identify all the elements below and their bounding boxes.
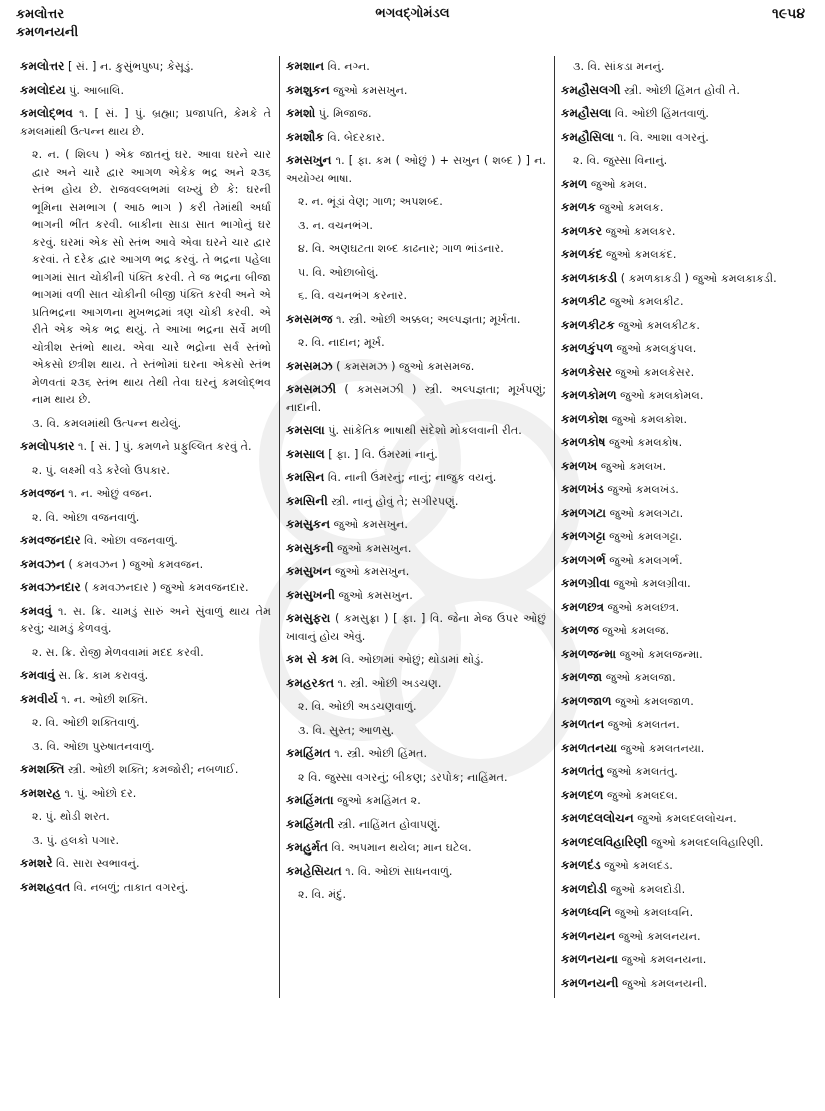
dictionary-entry xyxy=(20,855,271,873)
dictionary-entry xyxy=(286,422,546,440)
entry-headword: કમળકેસર xyxy=(561,364,612,379)
entry-definition: જુઓ કમલધ્વનિ. xyxy=(614,906,694,919)
entry-definition: જુઓ કમલતન. xyxy=(607,718,680,731)
entry-headword: કમળગટ્ટા xyxy=(561,529,606,543)
entry-headword: કમસમજ xyxy=(286,311,333,326)
entry-headword: કમળ xyxy=(561,176,588,191)
entry-definition: સ. ક્રિ. કામ કરાવવું. xyxy=(58,669,149,682)
entry-definition: વિ. ઓછામાં ઓછું; થોડામાં થોડું. xyxy=(341,653,484,666)
entry-headword: કમશૌક xyxy=(286,129,324,144)
dictionary-entry xyxy=(561,740,811,758)
dictionary-entry xyxy=(561,669,811,687)
dictionary-entry xyxy=(561,105,811,123)
dictionary-entry xyxy=(561,505,811,523)
entry-definition: જુઓ કમલદોડી. xyxy=(610,882,686,896)
entry-definition: ૧. વિ. ઓછાં સાધનવાળું. xyxy=(345,864,453,878)
dictionary-sense xyxy=(286,240,546,258)
dictionary-sense xyxy=(20,415,271,433)
entry-headword: કમહિંમત xyxy=(286,746,331,760)
entry-headword: કમવવું xyxy=(20,603,52,618)
entry-definition: ૨. વિ. ઓછી અડચણવાળું. xyxy=(298,700,417,713)
entry-headword: કમવઝનદાર xyxy=(20,580,81,594)
entry-definition: [ સં. ] ન. કુસુંભપુષ્પ; કેસૂડું. xyxy=(67,60,194,73)
dictionary-entry xyxy=(286,58,546,76)
entry-headword: કમળતન xyxy=(561,717,605,731)
entry-definition: જુઓ કમસખુન. xyxy=(335,565,410,578)
entry-headword: કમળગટા xyxy=(561,505,606,520)
dictionary-entry xyxy=(561,787,811,805)
entry-definition: પું. મિજાજ. xyxy=(318,107,372,120)
column-2 xyxy=(279,56,554,998)
entry-definition: ૧. ન. ઓછી શક્તિ. xyxy=(61,692,149,706)
entry-definition: સ્ત્રી. નાહિંમત હોવાપણું. xyxy=(337,817,441,831)
entry-definition: જુઓ કમલનયના. xyxy=(621,953,707,966)
entry-definition: ( કમસુફ્રા ) [ ફા. ] વિ. જેના મેજ ઉપર ઓછું ખાવાનું હોય એવું. xyxy=(286,612,546,643)
dictionary-entry xyxy=(561,552,811,570)
entry-headword: કમળદલલોચન xyxy=(561,811,634,825)
entry-headword: કમળકુંપળ xyxy=(561,341,613,355)
entry-definition: ૨. પું. થોડી શરત. xyxy=(32,810,110,823)
entry-headword: કમસુકન xyxy=(286,517,331,531)
entry-headword: કમળજન્મા xyxy=(561,646,617,661)
entry-definition: ૨. વિ. જુસ્સા વિનાનું. xyxy=(573,154,668,167)
dictionary-columns xyxy=(0,56,825,998)
entry-definition: વિ. બેદરકાર. xyxy=(327,130,385,144)
dictionary-entry xyxy=(286,540,546,558)
entry-definition: જુઓ કમલકોશ. xyxy=(611,412,688,426)
entry-headword: કમહિંમતા xyxy=(286,793,334,807)
entry-definition: ૨. વિ. નાદાન; મૂર્ખ. xyxy=(298,336,385,349)
dictionary-entry xyxy=(561,716,811,734)
dictionary-entry xyxy=(286,610,546,645)
dictionary-entry xyxy=(561,481,811,499)
entry-definition: જુઓ કમલકેસર. xyxy=(615,365,695,379)
column-1 xyxy=(14,56,279,998)
dictionary-entry xyxy=(286,675,546,693)
entry-definition: ૪. વિ. અણઘટતા શબ્દ કાઢનાર; ગાળ ભાંડનાર. xyxy=(298,242,504,255)
dictionary-entry xyxy=(286,863,546,881)
entry-definition: જુઓ કમલકર. xyxy=(605,224,676,238)
dictionary-sense xyxy=(20,832,271,850)
dictionary-sense xyxy=(20,714,271,732)
entry-definition: સ્ત્રી. ઓછી શક્તિ; કમજોરી; નબળાઈ. xyxy=(68,763,239,776)
entry-definition: ૧. સ. ક્રિ. ચામડું સારું અને સુંવાળું થાય તેમ કરવું; ચામડું કેળવવું. xyxy=(20,604,271,635)
dictionary-entry xyxy=(561,293,811,311)
entry-definition: જુઓ કમલજા. xyxy=(605,671,676,684)
entry-headword: કમશાન xyxy=(286,59,325,73)
entry-headword: કમ સે કમ xyxy=(286,652,338,666)
entry-definition: જુઓ કમસખુન. xyxy=(338,588,413,602)
entry-headword: કમળજ xyxy=(561,623,599,637)
entry-headword: કમળદંડ xyxy=(561,858,601,872)
entry-definition: વિ. નબળું; તાકાત વગરનું. xyxy=(73,880,189,894)
entry-definition: ૩. ન. વચનભંગ. xyxy=(298,218,373,232)
page-number: ૧૯૫૪ xyxy=(771,6,805,22)
entry-headword: કમળજાળ xyxy=(561,693,612,708)
entry-headword: કમળગ્રીવા xyxy=(561,576,610,590)
entry-headword: કમસુખન xyxy=(286,564,332,578)
dictionary-entry xyxy=(20,879,271,897)
entry-definition: જુઓ કમલદલલોચન. xyxy=(637,812,737,825)
entry-definition: વિ. નગ્ન. xyxy=(327,60,370,73)
entry-definition: જુઓ કમલજન્મા. xyxy=(619,647,703,661)
dictionary-entry xyxy=(20,691,271,709)
entry-headword: કમહૌસલા xyxy=(561,106,612,120)
dictionary-entry xyxy=(561,622,811,640)
dictionary-entry xyxy=(20,556,271,574)
entry-definition: ૨. વિ. ઓછી શક્તિવાળું. xyxy=(32,716,140,729)
entry-headword: કમશો xyxy=(286,106,316,120)
dictionary-sense xyxy=(286,769,546,787)
entry-definition: ૫. વિ. ઓછાબોલું. xyxy=(298,265,379,279)
entry-definition: સ્ત્રી. ઓછી હિંમત હોવી તે. xyxy=(624,83,740,97)
guide-word-last: કમળનયની xyxy=(16,25,79,40)
entry-definition: જુઓ કમસખુન. xyxy=(333,83,408,97)
entry-definition: સ્ત્રી. નાનું હોવું તે; સગીરપણું. xyxy=(331,494,459,508)
dictionary-entry xyxy=(286,651,546,669)
dictionary-sense xyxy=(286,287,546,305)
entry-headword: કમળગર્ભ xyxy=(561,552,606,567)
dictionary-sense xyxy=(20,146,271,409)
entry-headword: કમવજનદાર xyxy=(20,533,81,547)
dictionary-sense xyxy=(561,58,811,76)
dictionary-entry xyxy=(561,223,811,241)
entry-definition: ૧. ન. ઓછું વજન. xyxy=(68,487,153,500)
entry-definition: ૨. સ. ક્રિ. રોજી મેળવવામાં મદદ કરવી. xyxy=(32,645,204,659)
entry-definition: ૨ વિ. જુસ્સા વગરનું; બીકણ; ડરપોક; નાહિંમત. xyxy=(298,770,508,784)
dictionary-entry xyxy=(20,438,271,456)
entry-definition: જુઓ કમલજ. xyxy=(602,624,669,637)
dictionary-entry xyxy=(286,381,546,416)
entry-headword: કમળક xyxy=(561,200,596,214)
dictionary-entry xyxy=(561,246,811,264)
entry-headword: કમલોદ્ભવ xyxy=(20,106,73,120)
dictionary-entry xyxy=(286,311,546,329)
entry-headword: કમવઝન xyxy=(20,556,65,571)
dictionary-entry xyxy=(20,603,271,638)
entry-definition: વિ. અપમાન થયેલ; માન ઘટેલ. xyxy=(331,841,472,854)
entry-definition: ૩. પું. હલકો પગાર. xyxy=(32,833,120,847)
entry-definition: ૧. સ્ત્રી. ઓછી અક્કલ; અલ્પજ્ઞતા; મૂર્ખતા. xyxy=(336,312,521,326)
entry-definition: ૩. વિ. સાંકડા મનનું. xyxy=(573,60,665,73)
entry-headword: કમહૌસલગી xyxy=(561,82,621,97)
entry-headword: કમશક્તિ xyxy=(20,762,65,776)
entry-definition: ૧. પું. ઓછો દર. xyxy=(64,786,137,800)
entry-definition: જુઓ કમલકીટક. xyxy=(618,318,700,332)
dictionary-entry xyxy=(561,82,811,100)
entry-headword: કમળજા xyxy=(561,670,603,684)
entry-headword: કમળનયના xyxy=(561,952,618,966)
dictionary-entry xyxy=(561,693,811,711)
entry-headword: કમળકોષ xyxy=(561,435,606,449)
entry-headword: કમહરકત xyxy=(286,675,335,690)
entry-headword: કમળકીટક xyxy=(561,317,615,332)
entry-headword: કમળકર xyxy=(561,223,602,238)
entry-definition: ૨. વિ. ઓછા વજનવાળું. xyxy=(32,510,140,524)
entry-headword: કમવાવું xyxy=(20,668,55,682)
entry-headword: કમલોપકાર xyxy=(20,439,75,453)
dictionary-entry xyxy=(561,270,811,288)
entry-headword: કમસુફરા xyxy=(286,611,331,625)
dictionary-entry xyxy=(20,667,271,685)
entry-headword: કમહુર્મત xyxy=(286,840,328,854)
entry-definition: [ ફા. ] વિ. ઉંમરમાં નાનું. xyxy=(328,447,438,461)
dictionary-sense xyxy=(286,722,546,740)
dictionary-entry xyxy=(20,58,271,76)
entry-definition: જુઓ કમલકોષ. xyxy=(609,436,683,449)
entry-definition: જુઓ કમલજાળ. xyxy=(615,694,694,708)
dictionary-entry xyxy=(561,129,811,147)
entry-headword: કમળનયની xyxy=(561,975,619,990)
entry-headword: કમસલા xyxy=(286,423,325,437)
entry-definition: જુઓ કમલખંડ. xyxy=(607,483,679,496)
entry-definition: જુઓ કમલદલવિહારિણી. xyxy=(651,835,764,849)
entry-definition: ( કમસમઝી ) સ્ત્રી. અલ્પજ્ઞતા; મૂર્ખપણું; નાદાની. xyxy=(286,383,547,414)
entry-definition: વિ. સારા સ્વભાવનું. xyxy=(55,857,140,870)
entry-headword: કમલોત્તર xyxy=(20,59,65,73)
entry-definition: ૩. વિ. ઓછા પુરુષાતનવાળું. xyxy=(32,739,155,753)
entry-definition: વિ. ઓછા વજનવાળું. xyxy=(84,534,178,547)
dictionary-sense xyxy=(286,698,546,716)
entry-definition: જુઓ કમલનયની. xyxy=(622,976,708,990)
dictionary-entry xyxy=(561,364,811,382)
entry-headword: કમસિન xyxy=(286,470,325,484)
column-3 xyxy=(554,56,819,998)
dictionary-entry xyxy=(561,599,811,617)
entry-headword: કમહેસિયત xyxy=(286,863,342,878)
entry-headword: કમહૌસિલા xyxy=(561,129,615,144)
entry-definition: જુઓ કમલગટા. xyxy=(609,506,684,520)
guide-word-first: કમલોત્તર xyxy=(16,7,65,22)
dictionary-entry xyxy=(561,810,811,828)
dictionary-entry xyxy=(561,458,811,476)
entry-headword: કમસમઝ xyxy=(286,358,333,373)
entry-definition: જુઓ કમલકીટ. xyxy=(609,295,684,308)
entry-definition: ૧. સ્ત્રી. ઓછી હિંમત. xyxy=(334,747,428,760)
dictionary-entry xyxy=(286,816,546,834)
dictionary-sense xyxy=(20,808,271,826)
dictionary-entry xyxy=(561,881,811,899)
dictionary-entry xyxy=(20,82,271,100)
dictionary-sense xyxy=(561,152,811,170)
entry-headword: કમવજન xyxy=(20,486,65,500)
dictionary-entry xyxy=(561,199,811,217)
entry-definition: ( કમળકાકડી ) જુઓ કમલકાકડી. xyxy=(620,271,777,285)
dictionary-entry xyxy=(286,446,546,464)
dictionary-entry xyxy=(561,387,811,405)
entry-headword: કમળદલવિહારિણી xyxy=(561,834,648,849)
entry-headword: કમવીર્ય xyxy=(20,691,58,706)
dictionary-entry xyxy=(286,82,546,100)
dictionary-entry xyxy=(286,563,546,581)
entry-definition: જુઓ કમલનયન. xyxy=(618,929,701,943)
entry-headword: કમસિની xyxy=(286,493,328,508)
dictionary-entry xyxy=(20,105,271,140)
entry-headword: કમલોદય xyxy=(20,82,66,97)
entry-definition: જુઓ કમસખુન. xyxy=(333,518,408,531)
entry-headword: કમળખંડ xyxy=(561,482,604,496)
dictionary-entry xyxy=(561,904,811,922)
dictionary-entry xyxy=(286,358,546,376)
entry-headword: કમળતંતુ xyxy=(561,764,604,778)
entry-headword: કમળધ્વનિ xyxy=(561,905,612,919)
entry-definition: ( કમવઝનદાર ) જુઓ કમવજનદાર. xyxy=(84,581,249,594)
dictionary-entry xyxy=(561,646,811,664)
dictionary-entry xyxy=(20,761,271,779)
entry-headword: કમળછત્ર xyxy=(561,599,604,614)
dictionary-entry xyxy=(561,834,811,852)
dictionary-entry xyxy=(20,532,271,550)
entry-definition: ૨. ન. ( શિલ્પ ) એક જાતનું ઘર. આવા ઘરને ચાર દ્વાર અને ચારે દ્વાર આગળ એકેક ભદ્ર અને ૨૩૬ સ્તંભ હોય છે. રાજવલ્લભમાં લખ્યું છે કે: ઘરની ભૂમિના સમભાગ ( આઠ ભાગ ) કરી તેમાંથી અર્ધા ભાગની ભીંત કરવી. બાકીના સાડા સાત ભાગોનું ઘર કરવું. ઘરમાં એક સો સ્તંભ આવે એવા ઘરને ચાર દ્વાર કરવાં. તે દરેક દ્વાર આગળ ભદ્ર કરવું. તે ભદ્રના પહેલા ભાગમાં સાત ચોકીની પંક્તિ કરવી. તે જ ભદ્રના બીજા ભાગમાં વળી સાત ચોકીની બીજી પંક્તિ કરવી અને એ પ્રતિભદ્રના આગળના મુખભદ્રમાં ત્રણ ચોકી કરવી. એ રીતે એક એક ભદ્ર થયું. તે આખા ભદ્રના સર્વે મળી ચોત્રીશ સ્તંભો થાય. એવા ચારે ભદ્રોના સર્વ સ્તંભો એકસો છત્રીશ થાય. તે સ્તંભોમાં ઘરના એકસો સ્તંભ મેળવતાં ૨૩૬ સ્તંભ થાય તેથી તેવા ઘરનું કમલોદ્ભવ નામ થાય છે. xyxy=(32,148,271,406)
entry-definition: જુઓ કમલગટ્ટા. xyxy=(609,530,683,543)
entry-definition: ૧. [ સં. ] પું. કમળને પ્રફુલ્લિત કરવું તે. xyxy=(77,440,252,453)
running-title: ભગવદ્ગોમંડલ xyxy=(375,6,450,21)
entry-headword: કમળતનયા xyxy=(561,740,617,755)
dictionary-entry xyxy=(561,975,811,993)
entry-definition: ૩. વિ. કમલમાંથી ઉત્પન્ન થયેલું. xyxy=(32,416,182,430)
entry-definition: ૧. વિ. આશા વગરનું. xyxy=(617,130,709,144)
entry-definition: ૨. પું. લક્ષ્મી વડે કરેલો ઉપકાર. xyxy=(32,463,170,477)
entry-headword: કમળકોમળ xyxy=(561,388,617,402)
entry-definition: ૩. વિ. સુસ્ત; આળસુ. xyxy=(298,723,395,737)
dictionary-sense xyxy=(20,462,271,480)
dictionary-entry xyxy=(286,129,546,147)
entry-headword: કમસાલ xyxy=(286,446,325,461)
dictionary-entry xyxy=(286,839,546,857)
dictionary-entry xyxy=(561,411,811,429)
dictionary-entry xyxy=(561,317,811,335)
entry-definition: જુઓ કમલકોમલ. xyxy=(620,389,704,402)
dictionary-sense xyxy=(286,264,546,282)
dictionary-entry xyxy=(561,951,811,969)
entry-headword: કમહિંમતી xyxy=(286,816,335,831)
entry-headword: કમસમઝી xyxy=(286,382,337,396)
dictionary-sense xyxy=(20,509,271,527)
dictionary-entry xyxy=(286,469,546,487)
entry-definition: ( કમવઝન ) જુઓ કમવજન. xyxy=(68,557,204,571)
dictionary-sense xyxy=(286,334,546,352)
entry-definition: જુઓ કમલક. xyxy=(599,201,664,214)
entry-definition: વિ. નાની ઉંમરનું; નાનું; નાજુક વયનું. xyxy=(327,471,497,484)
entry-definition: ૨. ન. ભૂંડાં વેણ; ગાળ; અપશબ્દ. xyxy=(298,195,443,208)
dictionary-entry xyxy=(20,579,271,597)
dictionary-entry xyxy=(561,763,811,781)
entry-definition: જુઓ કમલ. xyxy=(590,177,648,191)
entry-headword: કમળકાકડી xyxy=(561,270,618,285)
entry-headword: કમળખ xyxy=(561,458,598,473)
entry-headword: કમળકીટ xyxy=(561,294,607,308)
dictionary-sense xyxy=(286,217,546,235)
entry-definition: પું. આબાલિ. xyxy=(69,83,124,97)
entry-definition: ( કમસમઝ ) જુઓ કમસમજ. xyxy=(336,359,475,373)
dictionary-entry xyxy=(20,485,271,503)
dictionary-entry xyxy=(561,340,811,358)
page-header xyxy=(0,0,825,56)
entry-headword: કમળદોડી xyxy=(561,881,608,896)
entry-headword: કમસખુન xyxy=(286,153,332,167)
entry-definition: જુઓ કમલખ. xyxy=(600,459,667,473)
entry-definition: જુઓ કમલદંડ. xyxy=(604,859,673,872)
dictionary-entry xyxy=(286,792,546,810)
entry-definition: જુઓ કમલકુંપલ. xyxy=(616,342,697,355)
dictionary-entry xyxy=(561,528,811,546)
entry-headword: કમળદળ xyxy=(561,787,604,802)
entry-definition: જુઓ કમલદલ. xyxy=(606,788,678,802)
dictionary-entry xyxy=(20,785,271,803)
dictionary-sense xyxy=(286,193,546,211)
entry-definition: જુઓ કમલતંતુ. xyxy=(606,765,678,778)
entry-headword: કમસુકની xyxy=(286,540,334,555)
entry-headword: કમળનયન xyxy=(561,928,616,943)
dictionary-entry xyxy=(561,928,811,946)
entry-definition: ૨. વિ. મંદું. xyxy=(298,888,346,901)
dictionary-sense xyxy=(20,644,271,662)
entry-definition: વિ. ઓછી હિંમતવાળું. xyxy=(614,107,709,120)
entry-definition: પું. સાંકેતિક ભાષાથી સંદેશો મોકલવાની રીત. xyxy=(328,424,522,437)
entry-definition: ૬. વિ. વચનભંગ કરનાર. xyxy=(298,289,408,302)
dictionary-entry xyxy=(286,587,546,605)
entry-headword: કમશરે xyxy=(20,856,53,870)
dictionary-entry xyxy=(286,516,546,534)
entry-definition: જુઓ કમહિંમત ૨. xyxy=(337,794,421,807)
dictionary-entry xyxy=(561,434,811,452)
entry-headword: કમસુખની xyxy=(286,587,335,602)
entry-definition: જુઓ કમલતનયા. xyxy=(620,741,705,755)
entry-headword: કમશહવત xyxy=(20,879,71,894)
dictionary-entry xyxy=(286,493,546,511)
entry-definition: ૧. [ સં. ] પું. બ્રહ્મા; પ્રજાપતિ, કેમકે તે કમલમાંથી ઉત્પન્ન થાય છે. xyxy=(20,107,271,138)
entry-definition: જુઓ કમલગ્રીવા. xyxy=(613,577,691,590)
entry-definition: ૧. [ ફા. કમ ( ઓછું ) + સખુન ( શબ્દ ) ] ન. અયોગ્ય ભાષા. xyxy=(286,154,546,185)
dictionary-entry xyxy=(286,745,546,763)
entry-headword: કમળકોશ xyxy=(561,411,609,426)
dictionary-sense xyxy=(286,886,546,904)
entry-headword: કમશુકન xyxy=(286,82,330,97)
dictionary-entry xyxy=(561,575,811,593)
dictionary-entry xyxy=(561,857,811,875)
entry-definition: જુઓ કમસખુન. xyxy=(337,541,412,555)
entry-definition: જુઓ કમલકંદ. xyxy=(606,248,677,261)
dictionary-entry xyxy=(561,176,811,194)
dictionary-entry xyxy=(286,105,546,123)
dictionary-entry xyxy=(286,152,546,187)
entry-headword: કમશરહ xyxy=(20,785,61,800)
entry-definition: જુઓ કમલછત્ર. xyxy=(607,600,680,614)
entry-headword: કમળકંદ xyxy=(561,247,603,261)
entry-definition: જુઓ કમલગર્ભ. xyxy=(609,553,683,567)
dictionary-sense xyxy=(20,738,271,756)
entry-definition: ૧. સ્ત્રી. ઓછી અડચણ. xyxy=(337,676,442,690)
